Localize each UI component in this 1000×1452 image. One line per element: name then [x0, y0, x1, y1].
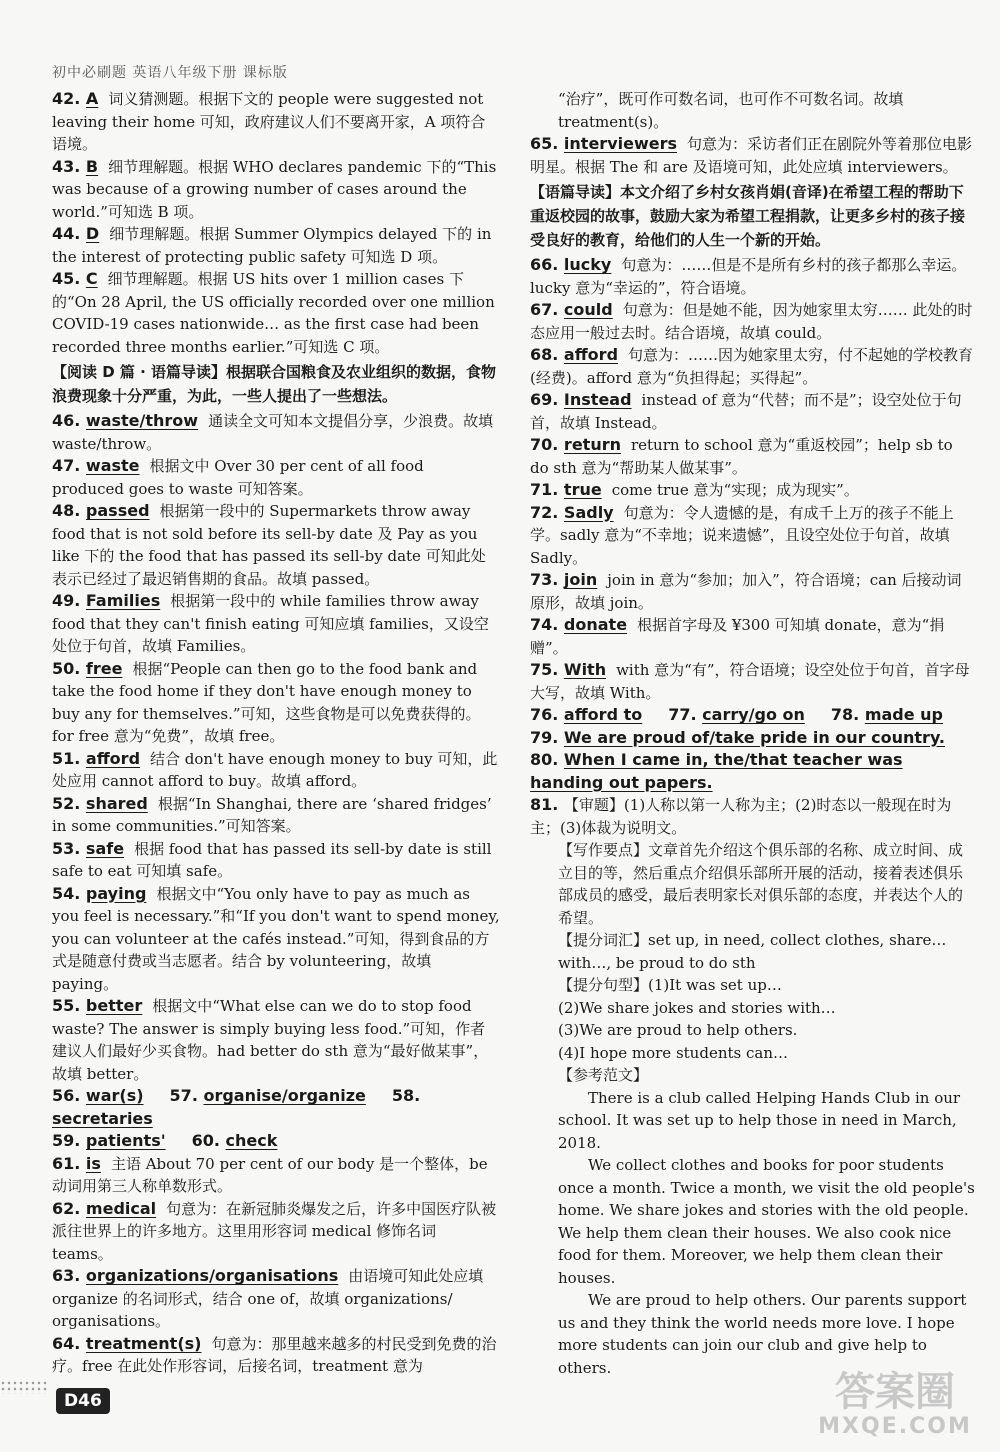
- answer-item: [52, 1153, 500, 1198]
- answer: safe: [85, 838, 125, 858]
- answer: passed: [85, 501, 150, 520]
- answer: organise/organize: [203, 1086, 366, 1105]
- answer: With: [563, 660, 607, 679]
- answer: war(s): [85, 1086, 144, 1105]
- answer: Sadly: [563, 502, 614, 522]
- question-number: 77.: [668, 705, 703, 724]
- answer-item: [530, 434, 976, 479]
- answer: interviewers: [563, 134, 677, 153]
- answer-item: [52, 1333, 500, 1378]
- answer-item: [52, 838, 500, 883]
- right-column: [530, 88, 976, 1379]
- question-number: 58.: [391, 1086, 421, 1105]
- answer-item: [530, 479, 976, 502]
- answer: A: [85, 89, 99, 108]
- question-number: 51.: [52, 748, 86, 768]
- explanation: 通读全文可知本文提倡分享，少浪费。故填 waste/throw。: [52, 412, 494, 453]
- essay-paragraph: There is a club called Helping Hands Club in our school. It was set up to help those in need in March, 2018.: [558, 1088, 961, 1152]
- question-number: 56.: [52, 1086, 86, 1105]
- text-line: “治疗”，既可作可数名词，也可作不可数名词。故填 treatment(s)。: [558, 90, 904, 131]
- answer: D: [85, 224, 100, 243]
- answer: secretaries: [52, 1108, 153, 1128]
- answer-item: [52, 995, 500, 1085]
- explanation: 句意为：……因为她家里太穷，付不起她的学校教育(经费)。afford 意为“负担得起；买得起”。: [530, 346, 974, 387]
- explanation: join in 意为“参加；加入”，符合语境；can 后接动词原形，故填 join。: [530, 571, 962, 612]
- explanation: 根据文中“You only have to pay as much as you feel is necessary.”和“If you don't want to spend money, you can volunteer at the cafés instead.”可知，得到食品的方式是随意付费或当志愿者。结合 by volunteering，故填 paying。: [52, 884, 500, 993]
- answer-row: [52, 1085, 500, 1130]
- question-number: 43.: [52, 156, 86, 176]
- answer: afford: [85, 748, 141, 768]
- answer: join: [563, 570, 598, 589]
- explanation: 【审题】(1)人称以第一人称为主；(2)时态以一般现在时为主；(3)体裁为说明文。: [530, 796, 952, 837]
- answer-item: [530, 749, 976, 794]
- answer-row: [52, 1130, 500, 1153]
- explanation: 结合 don't have enough money to buy 可知，此处应用 cannot afford to buy。故填 afford。: [52, 749, 498, 790]
- answer-item: [530, 569, 976, 614]
- page-header: 初中必刷题 英语八年级下册 课标版: [52, 65, 288, 81]
- question-number: 55.: [52, 996, 86, 1015]
- question-number: 72.: [530, 502, 564, 522]
- explanation: 根据第一段中的 while families throw away food that they can't finish eating 可知应填 families，又设空处位于句首，故填 Families。: [52, 592, 489, 655]
- question-number: 75.: [530, 660, 564, 679]
- explanation: 根据文中“What else can we do to stop food waste? The answer is simply buying less food.”可知，作者建议人们最好少买食物。had better do sth 意为“最好做某事”，故填 better。: [52, 997, 489, 1083]
- explanation: 根据文中 Over 30 per cent of all food produced goes to waste 可知答案。: [52, 457, 424, 498]
- answer-item: [52, 500, 500, 590]
- question-number: 73.: [530, 570, 564, 589]
- page-number: D46: [56, 1388, 110, 1414]
- question-number: 45.: [52, 269, 86, 288]
- answer-item: [530, 659, 976, 704]
- question-number: 57.: [169, 1086, 204, 1105]
- answer: B: [85, 156, 99, 176]
- answer-item: [52, 268, 500, 358]
- answer-item: [530, 299, 976, 344]
- explanation: 句意为：采访者们正在剧院外等着那位电影明星。根据 The 和 are 及语境可知，此处应填 interviewers。: [530, 135, 973, 176]
- answer-item: [52, 793, 500, 838]
- question-number: 63.: [52, 1266, 86, 1285]
- question-number: 67.: [530, 300, 564, 319]
- explanation: 词义猜测题。根据下文的 people were suggested not leaving their home 可知，政府建议人们不要离开家，A 项符合语境。: [52, 90, 486, 153]
- answer-item: [52, 156, 500, 224]
- answer-item: [52, 1265, 500, 1333]
- explanation: 句意为：令人遗憾的是，有成千上万的孩子不能上学。sadly 意为“不幸地；说来遗憾”，且设空处位于句首，故填 Sadly。: [530, 503, 954, 567]
- text-line: (3)We are proud to help others.: [558, 1021, 798, 1039]
- answer-item: [52, 455, 500, 500]
- answer-item: [530, 344, 976, 389]
- section-intro: 【阅读 D 篇 · 语篇导读】根据联合国粮食及农业组织的数据，食物浪费现象十分严重，为此，一些人提出了一些想法。: [52, 363, 497, 405]
- answer-item: [530, 389, 976, 434]
- question-number: 80.: [530, 750, 564, 769]
- answer: organizations/organisations: [85, 1266, 339, 1285]
- answer-item: [52, 883, 500, 996]
- watermark-logo: 答案圈: [835, 1369, 955, 1415]
- question-number: 68.: [530, 345, 564, 364]
- text-line: (2)We share jokes and stories with…: [558, 998, 836, 1017]
- left-column: [52, 88, 500, 1378]
- answer: waste: [85, 456, 140, 475]
- answer: made up: [864, 705, 943, 724]
- question-number: 44.: [52, 224, 86, 243]
- question-number: 70.: [530, 435, 564, 454]
- answer-item: [52, 1198, 500, 1266]
- answer: Instead: [563, 390, 632, 409]
- answer: is: [85, 1153, 101, 1173]
- question-number: 52.: [52, 793, 86, 813]
- question-number: 59.: [52, 1131, 86, 1150]
- answer-item: [530, 614, 976, 659]
- answer: lucky: [563, 255, 612, 274]
- answer: afford: [563, 345, 619, 364]
- answer: donate: [563, 615, 628, 634]
- text-line: 【参考范文】: [558, 1066, 649, 1084]
- answer: afford to: [563, 705, 643, 724]
- essay-paragraph: We collect clothes and books for poor students once a month. Twice a month, we visit the old people's home. We share jokes and stories with the old people. We help them clean their houses. We also cook nice food for them. Moreover, we help them clean their houses.: [558, 1156, 975, 1287]
- answer-item: [530, 794, 976, 839]
- answer: patients': [85, 1131, 166, 1150]
- question-number: 69.: [530, 390, 564, 409]
- explanation: 细节理解题。根据 WHO declares pandemic 下的“This was because of a growing number of cases around the world.”可知选 B 项。: [52, 157, 497, 221]
- decorative-dots: [0, 1380, 48, 1394]
- answer-row: [530, 704, 976, 727]
- question-number: 71.: [530, 480, 564, 499]
- question-number: 46.: [52, 411, 86, 430]
- answer: paying: [85, 883, 147, 903]
- question-number: 61.: [52, 1153, 86, 1173]
- text-line: 【提分词汇】set up, in need, collect clothes, share… with…, be proud to do sth: [558, 931, 947, 972]
- question-number: 76.: [530, 705, 564, 724]
- answer: treatment(s): [85, 1333, 202, 1353]
- explanation: come true 意为“实现；成为现实”。: [611, 481, 859, 499]
- answer-item: [52, 748, 500, 793]
- text-line: (4)I hope more students can…: [558, 1043, 788, 1062]
- answer: We are proud of/take pride in our country.: [563, 727, 945, 747]
- answer-item: [52, 88, 500, 156]
- answer: return: [563, 435, 621, 454]
- answer: waste/throw: [85, 411, 199, 430]
- section-intro: 【语篇导读】本文介绍了乡村女孩肖娟(音译)在希望工程的帮助下重返校园的故事，鼓励大家为希望工程捐款，让更多乡村的孩子接受良好的教育，给他们的人生一个新的开始。: [530, 183, 966, 249]
- essay-paragraph: We are proud to help others. Our parents support us and they think the world needs more love. I hope more students can join our club and give help to others.: [558, 1291, 967, 1377]
- question-number: 60.: [191, 1131, 226, 1150]
- answer: check: [225, 1131, 278, 1150]
- explanation: with 意为“有”，符合语境；设空处位于句首，首字母大写，故填 With。: [530, 661, 970, 702]
- question-number: 78.: [830, 705, 865, 724]
- explanation: return to school 意为“重返校园”；help sb to do sth 意为“帮助某人做某事”。: [530, 436, 953, 477]
- question-number: 62.: [52, 1198, 86, 1218]
- explanation: 细节理解题。根据 Summer Olympics delayed 下的 in the interest of protecting public safety 可知选 D 项。: [52, 225, 492, 266]
- question-number: 74.: [530, 615, 564, 634]
- question-number: 47.: [52, 456, 86, 475]
- explanation: 根据“People can then go to the food bank and take the food home if they don't have enough money to buy any for themselves.”可知，这些食物是可以免费获得的。for free 意为“免费”，故填 free。: [52, 659, 481, 745]
- question-number: 79.: [530, 727, 564, 747]
- answer-item: [52, 223, 500, 268]
- explanation: 根据第一段中的 Supermarkets throw away food that is not sold before its sell-by date 及 Pay as you like 下的 the food that has passed its sell-by date 可知此处表示已经过了最迟销售期的食品。故填 passed。: [52, 502, 486, 588]
- answer: true: [563, 480, 602, 499]
- text-line: 【提分句型】(1)It was set up…: [558, 976, 782, 994]
- answer: medical: [85, 1198, 157, 1218]
- question-number: 54.: [52, 883, 86, 903]
- question-number: 48.: [52, 501, 86, 520]
- question-number: 81.: [530, 795, 564, 814]
- answer-item: [52, 590, 500, 658]
- explanation: 由语境可知此处应填 organize 的名词形式，结合 one of，故填 organizations/ organisations。: [52, 1267, 484, 1330]
- answer: C: [85, 269, 98, 288]
- explanation: instead of 意为“代替；而不是”；设空处位于句首，故填 Instead。: [530, 391, 962, 432]
- question-number: 65.: [530, 134, 564, 153]
- answer: could: [563, 300, 613, 319]
- text-line: 【写作要点】文章首先介绍这个俱乐部的名称、成立时间、成立目的等，然后重点介绍俱乐部所开展的活动，接着表述俱乐部成员的感受，最后表明家长对俱乐部的态度，并表达个人的希望。: [558, 841, 964, 927]
- answer: Families: [85, 591, 161, 610]
- answer: carry/go on: [702, 705, 805, 724]
- watermark: [800, 1370, 990, 1445]
- answer-item: [530, 133, 976, 178]
- explanation: 主语 About 70 per cent of our body 是一个整体，be 动词用第三人称单数形式。: [52, 1154, 488, 1195]
- answer: better: [85, 996, 143, 1015]
- explanation: 句意为：……但是不是所有乡村的孩子都那么幸运。lucky 意为“幸运的”，符合语境。: [530, 256, 967, 297]
- answer-item: [530, 727, 976, 750]
- answer: When I came in, the/that teacher was handing out papers.: [530, 750, 903, 792]
- question-number: 53.: [52, 838, 86, 858]
- explanation: 细节理解题。根据 US hits over 1 million cases 下的“On 28 April, the US officially recorded over one million COVID-19 cases nationwide… as the first case had been recorded three months earlier.”可知选 C 项。: [52, 270, 495, 356]
- explanation: 根据 food that has passed its sell-by date is still safe to eat 可知填 safe。: [52, 839, 492, 880]
- explanation: 根据首字母及 ¥300 可知填 donate，意为“捐赠”。: [530, 616, 945, 657]
- explanation: 根据“In Shanghai, there are ‘shared fridges’ in some communities.”可知答案。: [52, 794, 492, 835]
- question-number: 49.: [52, 591, 86, 610]
- answer: free: [85, 658, 123, 678]
- question-number: 50.: [52, 658, 86, 678]
- question-number: 66.: [530, 255, 564, 274]
- answer-item: [52, 410, 500, 455]
- explanation: 句意为：但是她不能，因为她家里太穷…… 此处的时态应用一般过去时。结合语境，故填 could。: [530, 301, 973, 342]
- answer-item: [530, 254, 976, 299]
- answer: shared: [85, 793, 148, 813]
- explanation: 句意为：在新冠肺炎爆发之后，许多中国医疗队被派往世界上的许多地方。这里用形容词 medical 修饰名词 teams。: [52, 1199, 497, 1263]
- question-number: 42.: [52, 89, 86, 108]
- answer-item: [530, 502, 976, 570]
- watermark-url: MXQE.COM: [818, 1414, 972, 1439]
- answer-item: [52, 658, 500, 748]
- explanation: 句意为：那里越来越多的村民受到免费的治疗。free 在此处作形容词，后接名词，treatment 意为: [52, 1334, 497, 1375]
- question-number: 64.: [52, 1333, 86, 1353]
